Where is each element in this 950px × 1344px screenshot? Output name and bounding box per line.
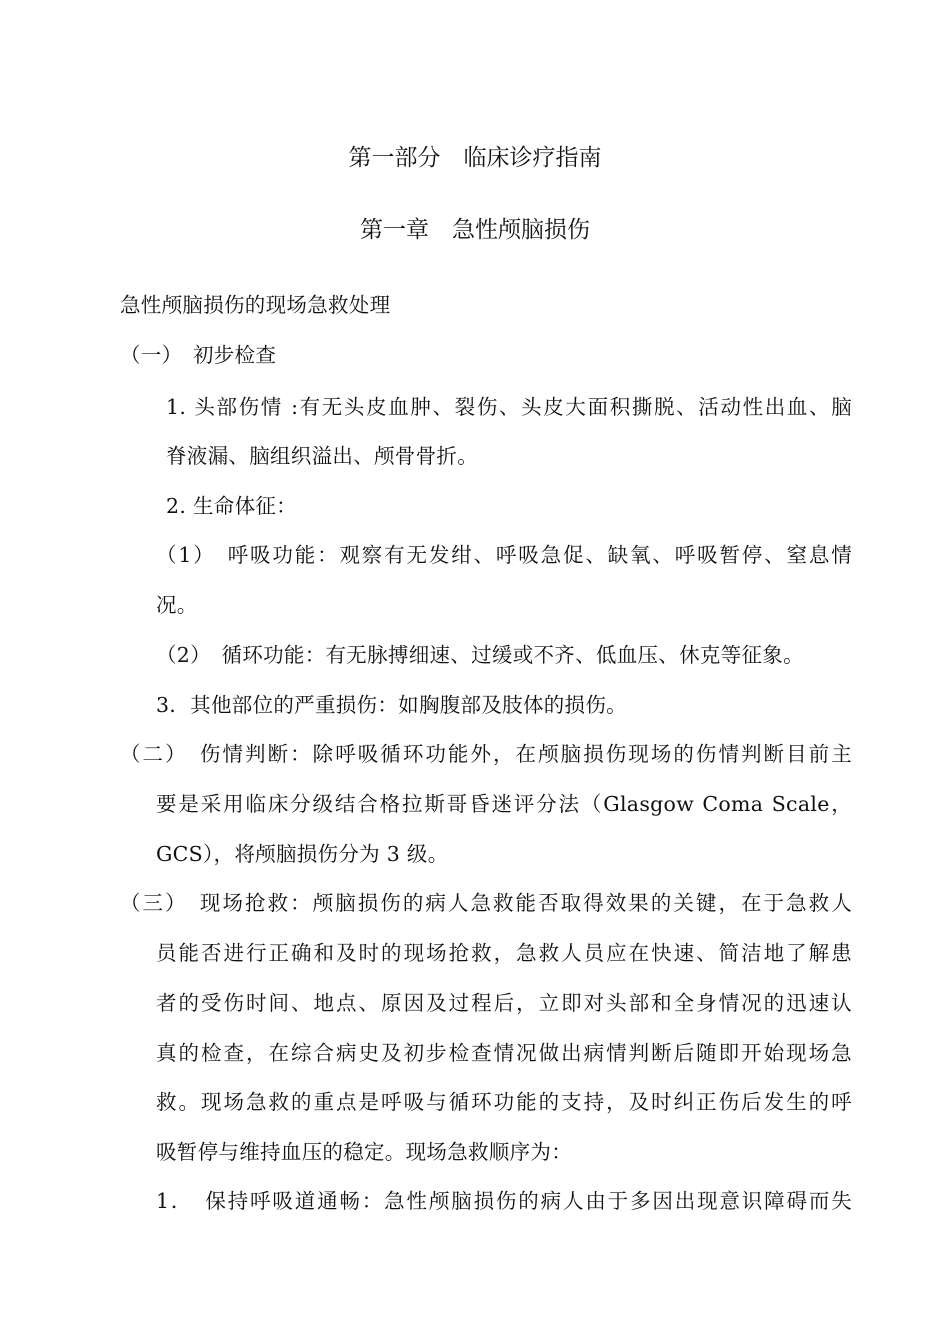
paragraph-line: （二） 伤情判断：除呼吸循环功能外，在颅脑损伤现场的伤情判断目前主 [120,742,852,766]
paragraph-line: 2. 生命体征： [166,494,297,518]
paragraph-line: （1） 呼吸功能：观察有无发绀、呼吸急促、缺氧、呼吸暂停、窒息情 [156,543,852,567]
part-title: 第一部分 临床诊疗指南 [348,145,602,171]
subsection-1-label: （一） 初步检查 [120,343,277,367]
paragraph-line: （2） 循环功能：有无脉搏细速、过缓或不齐、低血压、休克等征象。 [156,643,804,667]
paragraph-line: 1． 保持呼吸道通畅：急性颅脑损伤的病人由于多因出现意识障碍而失 [156,1189,852,1213]
paragraph-line: 真的检查，在综合病史及初步检查情况做出病情判断后随即开始现场急 [156,1041,852,1065]
paragraph-line: 况。 [156,593,198,617]
section-title: 急性颅脑损伤的现场急救处理 [120,293,391,317]
paragraph-line: 脊液漏、脑组织溢出、颅骨骨折。 [166,444,478,468]
paragraph-line: 1. 头部伤情 :有无头皮血肿、裂伤、头皮大面积撕脱、活动性出血、脑 [166,395,852,419]
paragraph-line: 吸暂停与维持血压的稳定。现场急救顺序为： [156,1140,572,1164]
chapter-title: 第一章 急性颅脑损伤 [360,217,590,243]
paragraph-line: （三） 现场抢救：颅脑损伤的病人急救能否取得效果的关键，在于急救人 [120,891,852,915]
paragraph-line: 者的受伤时间、地点、原因及过程后，立即对头部和全身情况的迅速认 [156,991,852,1015]
paragraph-line: 要是采用临床分级结合格拉斯哥昏迷评分法（Glasgow Coma Scale， [156,792,852,816]
paragraph-line: 员能否进行正确和及时的现场抢救，急救人员应在快速、简洁地了解患 [156,941,852,965]
paragraph-line: 3．其他部位的严重损伤：如胸腹部及肢体的损伤。 [156,693,627,717]
paragraph-line: 救。现场急救的重点是呼吸与循环功能的支持，及时纠正伤后发生的呼 [156,1090,852,1114]
paragraph-line: GCS），将颅脑损伤分为 3 级。 [156,842,449,866]
